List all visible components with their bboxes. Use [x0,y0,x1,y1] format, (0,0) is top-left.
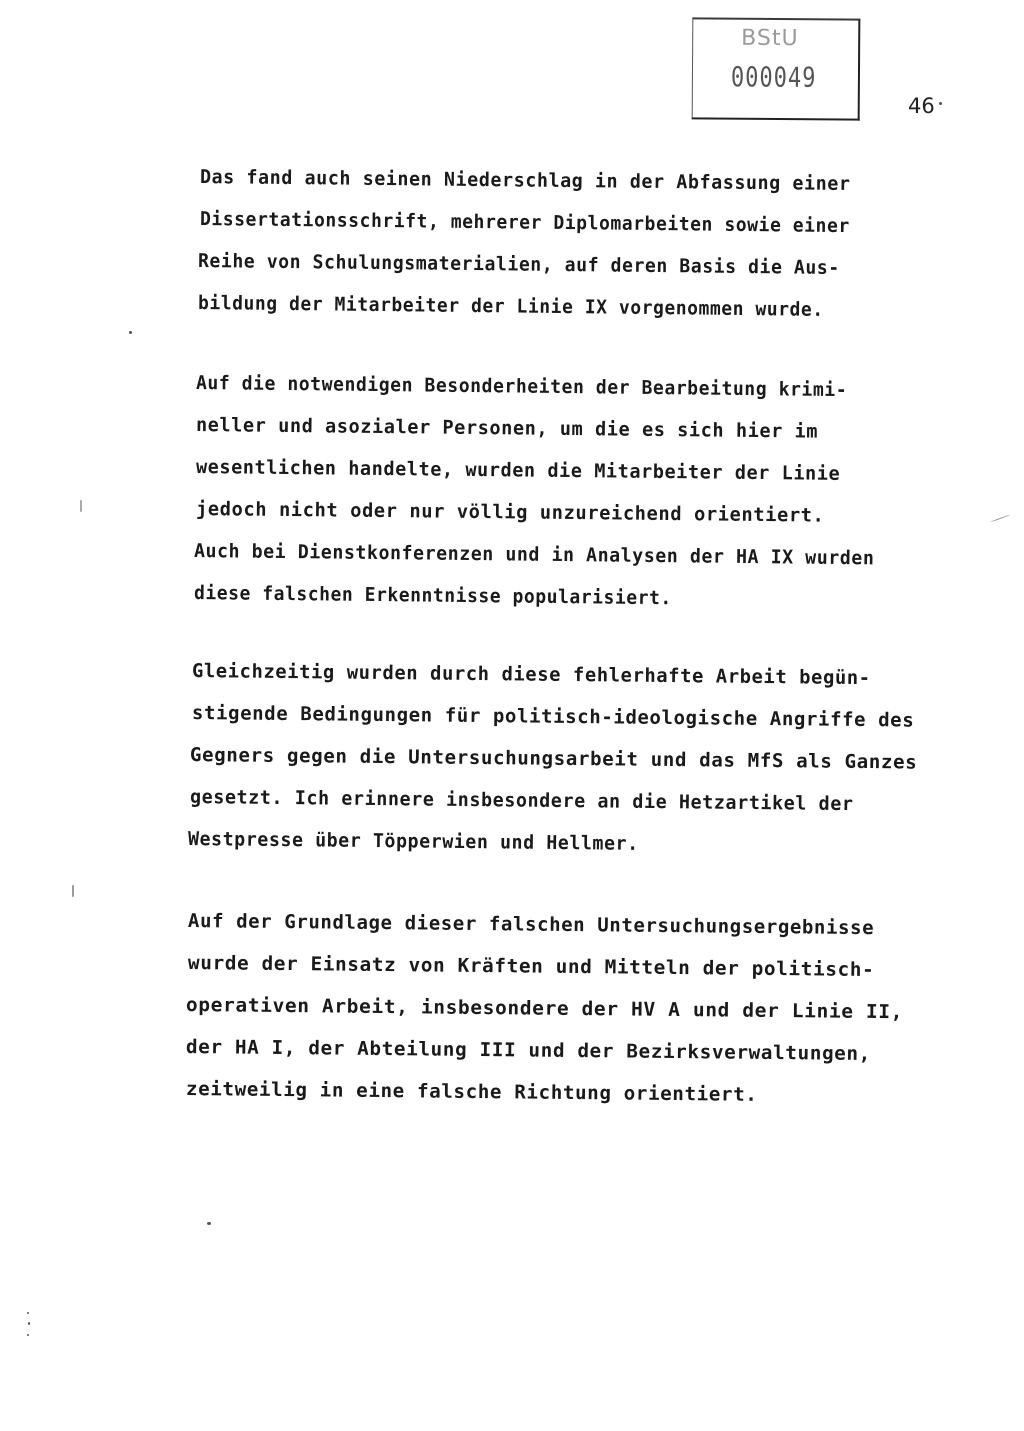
text-line: zeitweilig in eine falsche Richtung orientiert. [185,1078,758,1106]
scan-speck [207,1222,211,1225]
scan-speck [80,500,82,512]
text-line: Gegners gegen die Untersuchungsarbeit und das MfS als Ganzes [189,744,918,774]
text-line: wesentlichen handelte, wurden die Mitarbeiter der Linie [195,456,841,485]
scan-speck [129,331,132,334]
scan-speck [27,1312,29,1314]
stamp-number: 000049 [730,62,817,95]
scan-speck [28,1322,30,1325]
paragraph-3 [0,660,1024,870]
text-line: gesetzt. Ich erinnere insbesondere an die Hetzartikel der [189,786,854,816]
text-line: operativen Arbeit, insbesondere der HV A und der Linie II, [185,994,904,1024]
stamp-agency: BStU [741,25,799,52]
paragraph-4 [0,910,1024,1120]
text-line: Auf die notwendigen Besonderheiten der Bearbeitung krimi- [195,372,848,402]
text-line: diese falschen Erkenntnisse popularisiert. [193,582,672,610]
text-line: der HA I, der Abteilung III und der Bezirksverwaltungen, [185,1036,872,1066]
scan-speck [27,1334,29,1336]
text-line: Dissertationsschrift, mehrerer Diplomarbeiten sowie einer [199,208,850,238]
text-line: Auf der Grundlage dieser falschen Untersuchungsergebnisse [187,910,875,940]
text-line: Das fand auch seinen Niederschlag in der Abfassung einer [199,166,851,196]
paragraph-2 [0,372,1024,622]
text-line: wurde der Einsatz von Kräften und Mitteln der politisch- [187,952,875,982]
text-line: Reihe von Schulungsmaterialien, auf deren Basis die Aus- [197,250,840,280]
text-line: Gleichzeitig wurden durch diese fehlerhafte Arbeit begün- [191,660,871,690]
scan-speck [939,102,942,105]
text-line: neller und asozialer Personen, um die es sich hier im [195,414,819,443]
scan-speck [72,885,74,897]
text-line: jedoch nicht oder nur völlig unzureichend orientiert. [195,498,825,527]
paragraph-1 [0,166,1024,346]
archive-stamp [692,17,861,120]
text-line: Auch bei Dienstkonferenzen und in Analysen der HA IX wurden [193,540,875,570]
page-number: 46 [908,94,935,118]
text-line: Westpresse über Töpperwien und Hellmer. [187,828,639,855]
text-line: stigende Bedingungen für politisch-ideologische Angriffe des [191,702,915,732]
text-line: bildung der Mitarbeiter der Linie IX vorgenommen wurde. [197,292,824,321]
